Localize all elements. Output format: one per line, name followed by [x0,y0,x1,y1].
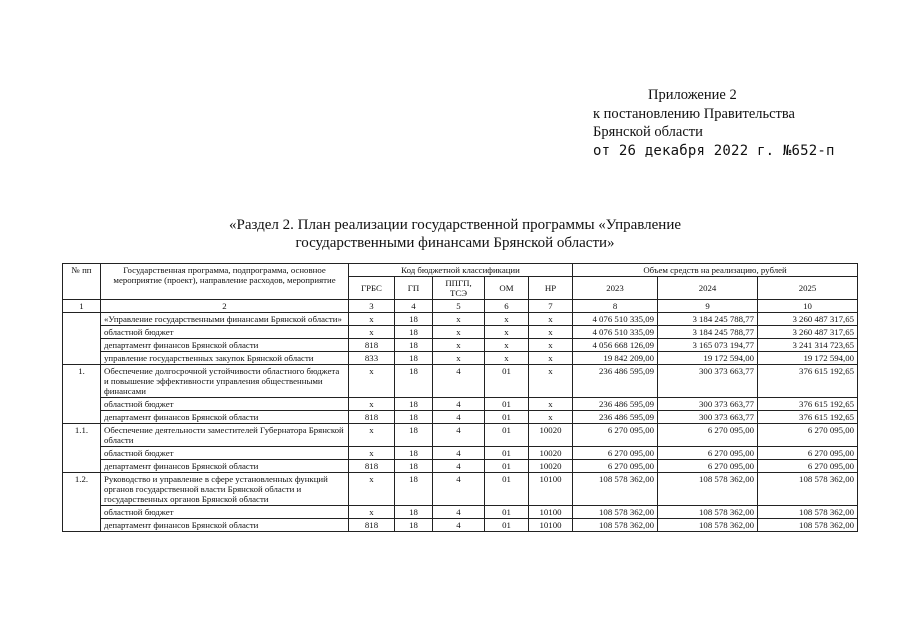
cell-amount-2025: 6 270 095,00 [758,447,858,460]
appendix-region: Брянской области [593,124,703,140]
cell-om: х [485,352,529,365]
cell-amount-2025: 376 615 192,65 [758,398,858,411]
section-title-line2: государственными финансами Брянской области» [295,235,615,251]
header-2024: 2024 [658,277,758,300]
cell-om: 01 [485,519,529,532]
cell-grbs: 818 [349,411,395,424]
cell-amount-2025: 6 270 095,00 [758,424,858,447]
cell-ppgp: х [433,313,485,326]
cell-om: 01 [485,460,529,473]
cell-gp: 18 [395,398,433,411]
cell-grbs: х [349,424,395,447]
cell-name: Руководство и управление в сфере установленных функций органов государственной власти Брянской области и государственных органов Брянской области [101,473,349,506]
cell-om: 01 [485,424,529,447]
cell-om: 01 [485,473,529,506]
cell-name: департамент финансов Брянской области [101,460,349,473]
cell-amount-2024: 3 184 245 788,77 [658,313,758,326]
cell-name: Обеспечение долгосрочной устойчивости областного бюджета и повышение эффективности управления общественными финансами [101,365,349,398]
cell-gp: 18 [395,326,433,339]
header-2025: 2025 [758,277,858,300]
section-title-line1: «Раздел 2. План реализации государственной программы «Управление [228,217,682,233]
cell-grbs: х [349,447,395,460]
cell-om: 01 [485,411,529,424]
plan-table-body [63,313,858,532]
cell-amount-2024: 108 578 362,00 [658,519,758,532]
table-row [63,313,858,326]
column-number: 6 [485,300,529,313]
column-number: 1 [63,300,101,313]
cell-ppgp: х [433,352,485,365]
cell-amount-2024: 6 270 095,00 [658,424,758,447]
cell-amount-2025: 108 578 362,00 [758,506,858,519]
cell-gp: 18 [395,365,433,398]
cell-amount-2024: 3 165 073 194,77 [658,339,758,352]
column-number-row [63,300,858,313]
cell-ppgp: 4 [433,506,485,519]
appendix-block [593,86,835,160]
cell-amount-2023: 4 076 510 335,09 [573,313,658,326]
cell-grbs: 818 [349,339,395,352]
cell-nr: 10020 [529,447,573,460]
cell-amount-2025: 3 260 487 317,65 [758,313,858,326]
header-row-1 [63,264,858,277]
cell-ppgp: х [433,326,485,339]
cell-gp: 18 [395,519,433,532]
cell-gp: 18 [395,506,433,519]
cell-gp: 18 [395,411,433,424]
cell-num: 1. [63,365,101,424]
cell-gp: 18 [395,313,433,326]
cell-om: 01 [485,447,529,460]
cell-name: Обеспечение деятельности заместителей Губернатора Брянской области [101,424,349,447]
cell-name: областной бюджет [101,506,349,519]
column-number: 2 [101,300,349,313]
cell-nr: х [529,326,573,339]
cell-gp: 18 [395,352,433,365]
cell-amount-2023: 108 578 362,00 [573,473,658,506]
column-number: 4 [395,300,433,313]
cell-amount-2023: 6 270 095,00 [573,460,658,473]
cell-amount-2025: 3 241 314 723,65 [758,339,858,352]
cell-name: областной бюджет [101,398,349,411]
cell-amount-2023: 236 486 595,09 [573,365,658,398]
cell-amount-2024: 6 270 095,00 [658,447,758,460]
cell-gp: 18 [395,339,433,352]
cell-amount-2025: 3 260 487 317,65 [758,326,858,339]
cell-nr: х [529,411,573,424]
appendix-resolution: к постановлению Правительства [593,105,795,122]
cell-ppgp: 4 [433,460,485,473]
cell-nr: 10020 [529,424,573,447]
cell-amount-2023: 108 578 362,00 [573,519,658,532]
cell-name: областной бюджет [101,447,349,460]
table-row [63,424,858,447]
appendix-date-number: от 26 декабря 2022 г. №652-п [593,142,835,159]
cell-grbs: 818 [349,460,395,473]
cell-grbs: 818 [349,519,395,532]
cell-nr: х [529,339,573,352]
cell-nr: х [529,398,573,411]
cell-nr: 10100 [529,519,573,532]
cell-amount-2024: 300 373 663,77 [658,365,758,398]
cell-amount-2024: 3 184 245 788,77 [658,326,758,339]
cell-gp: 18 [395,460,433,473]
column-number: 9 [658,300,758,313]
cell-nr: х [529,365,573,398]
cell-grbs: х [349,506,395,519]
cell-om: х [485,313,529,326]
cell-amount-2023: 6 270 095,00 [573,424,658,447]
cell-gp: 18 [395,473,433,506]
table-row [63,460,858,473]
plan-table [62,263,858,532]
cell-om: х [485,326,529,339]
cell-nr: 10100 [529,506,573,519]
header-om: ОМ [485,277,529,300]
cell-name: областной бюджет [101,326,349,339]
cell-amount-2025: 108 578 362,00 [758,473,858,506]
cell-amount-2023: 236 486 595,09 [573,411,658,424]
cell-amount-2025: 376 615 192,65 [758,411,858,424]
cell-amount-2025: 108 578 362,00 [758,519,858,532]
cell-num: 1.1. [63,424,101,473]
table-row [63,411,858,424]
cell-gp: 18 [395,447,433,460]
cell-gp: 18 [395,424,433,447]
header-2023: 2023 [573,277,658,300]
cell-amount-2023: 19 842 209,00 [573,352,658,365]
table-row [63,398,858,411]
cell-grbs: х [349,326,395,339]
cell-grbs: 833 [349,352,395,365]
column-number: 3 [349,300,395,313]
cell-num: 1.2. [63,473,101,532]
cell-grbs: х [349,365,395,398]
cell-amount-2024: 108 578 362,00 [658,473,758,506]
header-grbs: ГРБС [349,277,395,300]
cell-name: «Управление государственными финансами Брянской области» [101,313,349,326]
cell-ppgp: 4 [433,447,485,460]
appendix-title: Приложение 2 [648,87,737,103]
table-row [63,506,858,519]
table-row [63,365,858,398]
cell-amount-2024: 300 373 663,77 [658,411,758,424]
cell-nr: х [529,352,573,365]
table-row [63,352,858,365]
cell-ppgp: 4 [433,473,485,506]
cell-name: управление государственных закупок Брянской области [101,352,349,365]
column-number: 5 [433,300,485,313]
cell-om: 01 [485,365,529,398]
cell-amount-2023: 6 270 095,00 [573,447,658,460]
cell-nr: 10020 [529,460,573,473]
table-row [63,473,858,506]
cell-om: х [485,339,529,352]
cell-ppgp: х [433,339,485,352]
header-gp: ГП [395,277,433,300]
header-code-group: Код бюджетной классификации [349,264,573,277]
cell-nr: х [529,313,573,326]
cell-amount-2025: 376 615 192,65 [758,365,858,398]
table-row [63,447,858,460]
cell-amount-2024: 6 270 095,00 [658,460,758,473]
cell-ppgp: 4 [433,411,485,424]
header-name: Государственная программа, подпрограмма, основное мероприятие (проект), направление расходов, мероприятие [101,264,349,300]
cell-amount-2023: 4 076 510 335,09 [573,326,658,339]
header-ppgp-line1: ППГП, [445,278,472,288]
section-title [150,216,760,252]
cell-amount-2023: 108 578 362,00 [573,506,658,519]
column-number: 8 [573,300,658,313]
cell-grbs: х [349,473,395,506]
column-number: 10 [758,300,858,313]
cell-amount-2025: 6 270 095,00 [758,460,858,473]
cell-name: департамент финансов Брянской области [101,519,349,532]
cell-amount-2023: 4 056 668 126,09 [573,339,658,352]
cell-name: департамент финансов Брянской области [101,339,349,352]
cell-name: департамент финансов Брянской области [101,411,349,424]
table-row [63,519,858,532]
cell-ppgp: 4 [433,519,485,532]
table-row [63,326,858,339]
cell-amount-2024: 108 578 362,00 [658,506,758,519]
cell-ppgp: 4 [433,365,485,398]
cell-ppgp: 4 [433,424,485,447]
cell-amount-2025: 19 172 594,00 [758,352,858,365]
cell-grbs: х [349,313,395,326]
table-row [63,339,858,352]
cell-nr: 10100 [529,473,573,506]
header-ppgp [433,277,485,300]
column-number: 7 [529,300,573,313]
header-amount-group: Объем средств на реализацию, рублей [573,264,858,277]
header-ppgp-line2: ТСЭ [449,288,468,298]
cell-amount-2024: 300 373 663,77 [658,398,758,411]
cell-amount-2023: 236 486 595,09 [573,398,658,411]
cell-num [63,313,101,365]
cell-ppgp: 4 [433,398,485,411]
cell-om: 01 [485,398,529,411]
header-num: № пп [63,264,101,300]
cell-grbs: х [349,398,395,411]
cell-amount-2024: 19 172 594,00 [658,352,758,365]
header-nr: НР [529,277,573,300]
cell-om: 01 [485,506,529,519]
